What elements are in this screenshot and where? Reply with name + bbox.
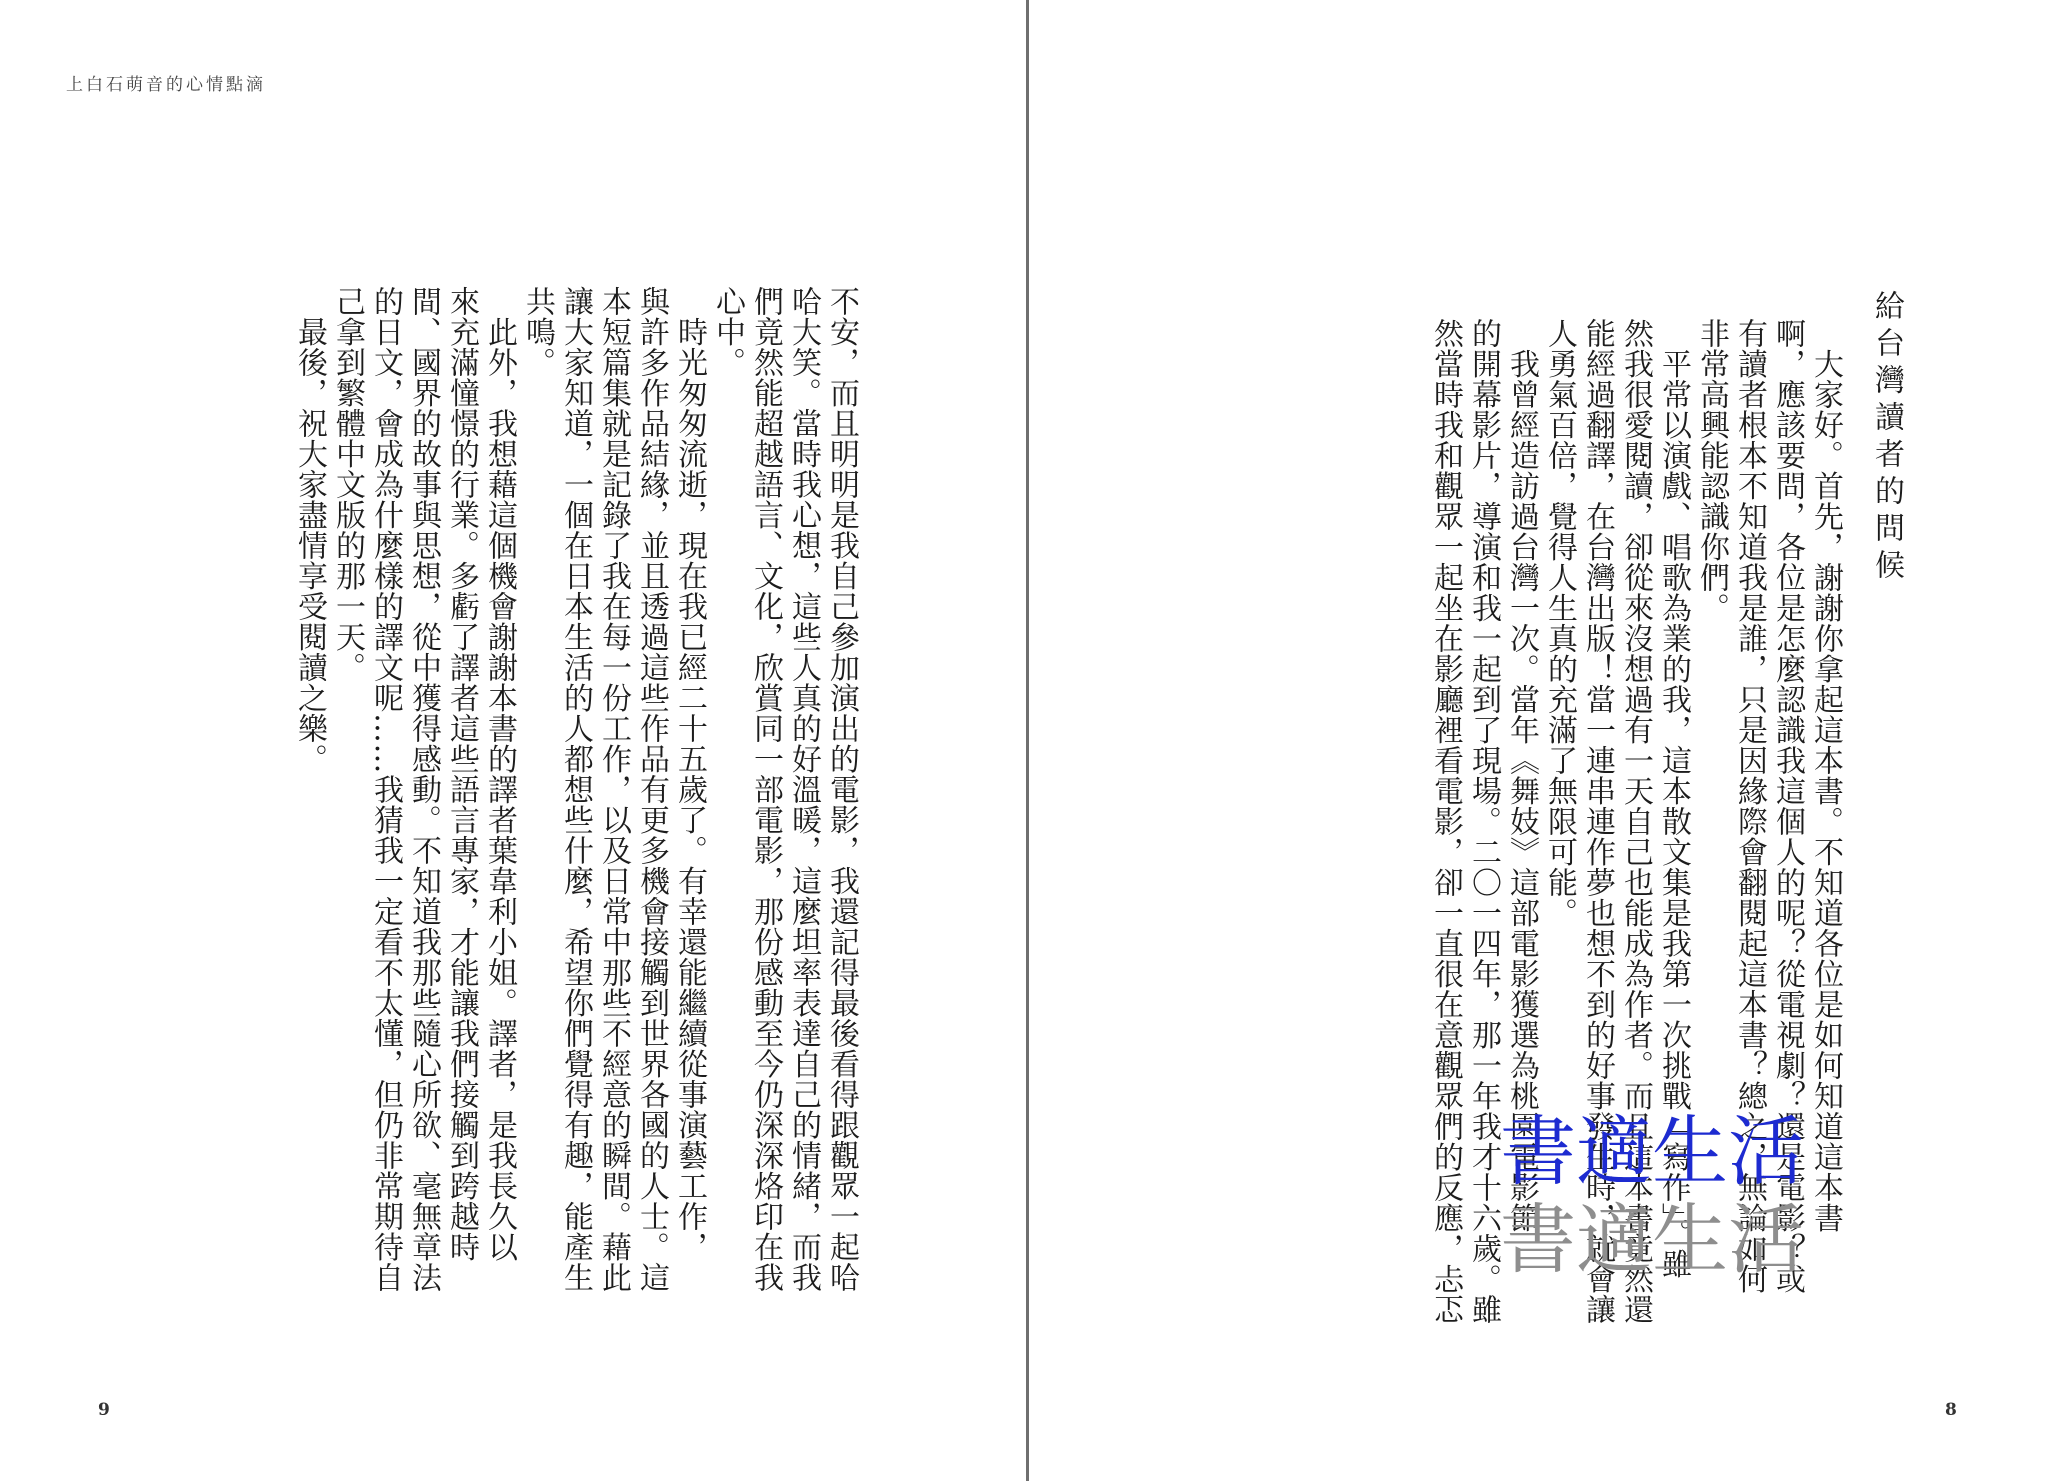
text-column: 時光匆匆流逝，現在我已經二十五歲了。有幸還能繼續從事演藝工作，	[672, 286, 707, 1262]
text-column: 然我很愛閱讀，卻從來沒想過有一天自己也能成為作者。而且這本書竟然還	[1618, 318, 1653, 1325]
text-column: 的開幕影片，導演和我一起到了現場。二〇一四年，那一年我才十六歲。雖	[1466, 318, 1501, 1325]
text-column: 能經過翻譯，在台灣出版！當一連串連作夢也想不到的好事發生時，就會讓	[1580, 318, 1615, 1325]
text-column: 來充滿憧憬的行業。多虧了譯者這些語言專家，才能讓我們接觸到跨越時	[444, 286, 479, 1262]
text-column: 人勇氣百倍，覺得人生真的充滿了無限可能。	[1542, 318, 1577, 928]
watermark-blue: 書適生活	[1500, 1107, 1804, 1196]
chapter-title: 給台灣讀者的問候	[1869, 290, 1904, 586]
text-column: 己拿到繁體中文版的那一天。	[330, 286, 365, 683]
text-column: 本短篇集就是記錄了我在每一份工作，以及日常中那些不經意的瞬間。藉此	[596, 286, 631, 1293]
text-column: 然當時我和觀眾一起坐在影廳裡看電影，卻一直很在意觀眾們的反應，忐忑	[1428, 318, 1463, 1325]
text-column: 們竟然能超越語言、文化，欣賞同一部電影，那份感動至今仍深深烙印在我	[748, 286, 783, 1293]
text-column: 間、國界的故事與思想，從中獲得感動。不知道我那些隨心所欲、毫無章法	[406, 286, 441, 1293]
page-number-left: 9	[98, 1400, 110, 1420]
right-page	[1030, 0, 2048, 1481]
text-column: 啊，應該要問，各位是怎麼認識我這個人的呢？從電視劇？還是電影？或	[1770, 318, 1805, 1294]
page-number-right: 8	[1945, 1400, 1957, 1420]
text-column: 心中。	[710, 286, 745, 378]
text-column: 大家好。首先，謝謝你拿起這本書。不知道各位是如何知道這本書	[1808, 318, 1843, 1233]
text-column: 讓大家知道，一個在日本生活的人都想些什麼，希望你們覺得有趣，能產生	[558, 286, 593, 1293]
text-column: 有讀者根本不知道我是誰，只是因緣際會翻閱起這本書？總之，無論如何	[1732, 318, 1767, 1294]
text-column: 平常以演戲、唱歌為業的我，這本散文集是我第一次挑戰「寫作」。雖	[1656, 318, 1691, 1279]
text-column: 不安，而且明明是我自己參加演出的電影，我還記得最後看得跟觀眾一起哈	[824, 286, 859, 1293]
text-column: 此外，我想藉這個機會謝謝本書的譯者葉韋利小姐。譯者，是我長久以	[482, 286, 517, 1262]
text-column: 的日文，會成為什麼樣的譯文呢……我猜我一定看不太懂，但仍非常期待自	[368, 286, 403, 1293]
text-column: 非常高興能認識你們。	[1694, 318, 1729, 623]
text-column: 與許多作品結緣，並且透過這些作品有更多機會接觸到世界各國的人士。這	[634, 286, 669, 1293]
watermark-gray: 書適生活	[1500, 1195, 1804, 1284]
text-column: 我曾經造訪過台灣一次。當年《舞妓》這部電影獲選為桃園電影節	[1504, 318, 1539, 1233]
page-gutter	[1026, 0, 1029, 1481]
text-column: 哈大笑。當時我心想，這些人真的好溫暖，這麼坦率表達自己的情緒，而我	[786, 286, 821, 1293]
left-page-body	[290, 286, 860, 1293]
text-column: 最後，祝大家盡情享受閱讀之樂。	[292, 286, 327, 774]
running-head: 上白石萌音的心情點滴	[66, 75, 266, 95]
text-column: 共鳴。	[520, 286, 555, 378]
